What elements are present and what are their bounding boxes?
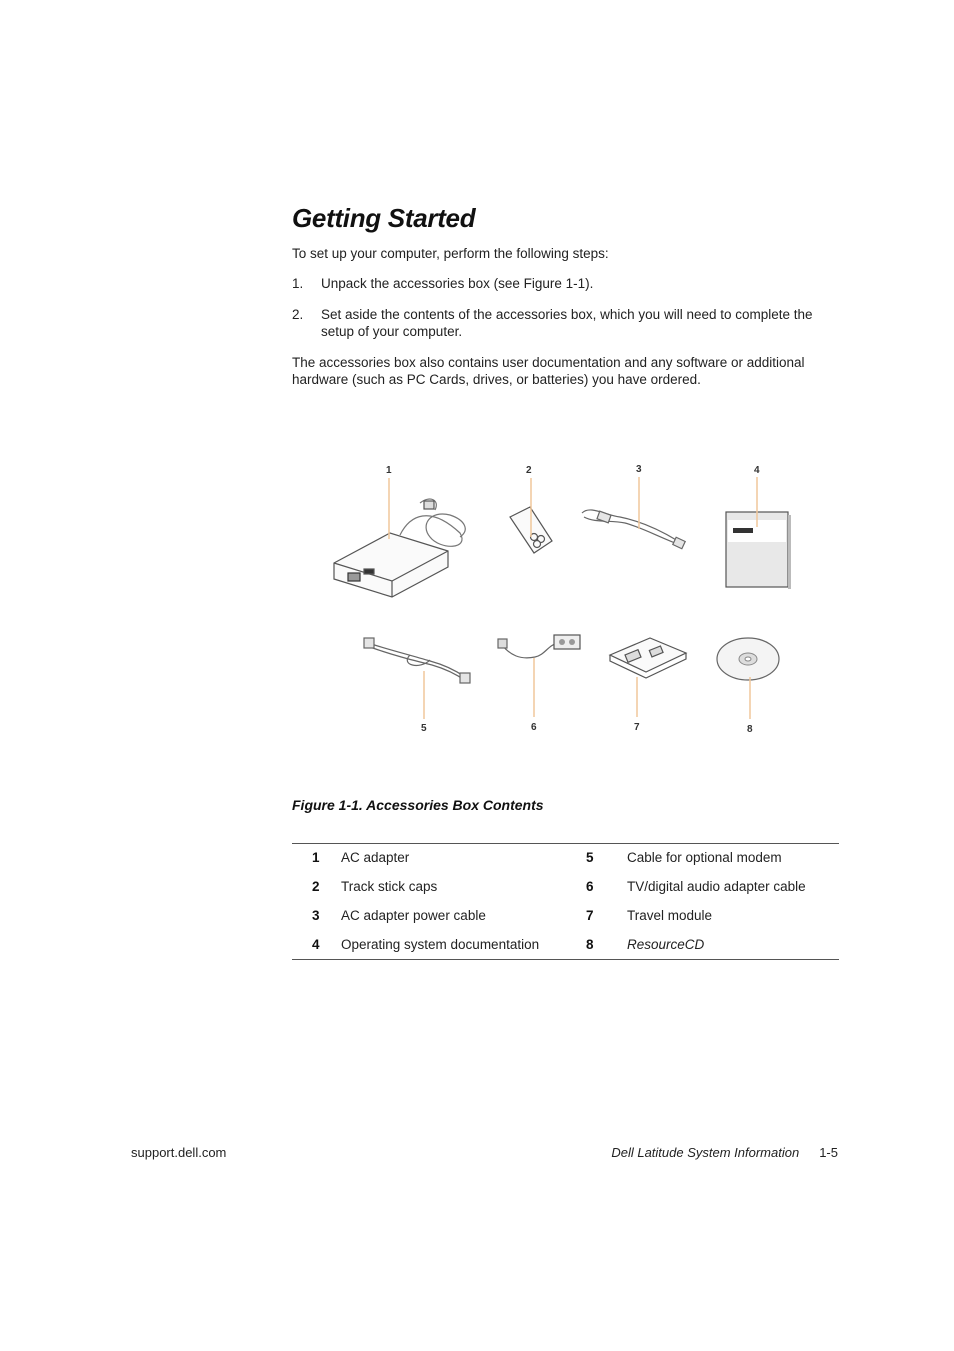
step-text: Set aside the contents of the accessories box, which you will need to complete the setup of your computer. (321, 307, 813, 339)
footer-document-title: Dell Latitude System Information (611, 1145, 800, 1160)
step-text: Unpack the accessories box (see Figure 1-1). (321, 276, 594, 291)
legend-description: Cable for optional modem (627, 850, 782, 865)
legend-number: 5 (586, 850, 594, 865)
legend-description: Track stick caps (341, 879, 438, 894)
figure-caption: Figure 1-1. Accessories Box Contents (292, 797, 544, 813)
callout-leaders (389, 477, 757, 719)
resource-cd-icon (717, 638, 779, 680)
callout-label: 5 (421, 723, 427, 734)
step-number: 1. (292, 276, 304, 291)
legend-number: 4 (312, 937, 320, 952)
legend-number: 8 (586, 937, 594, 952)
travel-module-icon (610, 638, 686, 678)
callout-label: 1 (386, 465, 392, 476)
step-number: 2. (292, 307, 304, 322)
callout-label: 8 (747, 724, 753, 735)
accessories-figure (320, 455, 820, 745)
callout-label: 2 (526, 465, 532, 476)
tv-audio-adapter-icon (498, 635, 580, 658)
legend-table (292, 843, 839, 960)
legend-description: AC adapter power cable (341, 908, 486, 923)
table-row (292, 844, 839, 873)
note-text: The accessories box also contains user documentation and any software or additional hardware (such as PC Cards, drives, or batteries) you have ordered. (292, 355, 805, 387)
legend-number: 1 (312, 850, 320, 865)
legend-number: 6 (586, 879, 594, 894)
table-row (292, 873, 839, 902)
documentation-icon (726, 512, 791, 589)
footer-page-info (611, 1145, 838, 1160)
legend-description: Travel module (627, 908, 713, 923)
legend-description: ResourceCD (627, 937, 705, 952)
power-cable-icon (582, 510, 685, 549)
callout-label: 4 (754, 465, 760, 476)
legend-description: AC adapter (341, 850, 410, 865)
legend-number: 3 (312, 908, 320, 923)
page-number: 1-5 (819, 1145, 838, 1160)
page-title: Getting Started (292, 203, 476, 233)
footer-url: support.dell.com (131, 1145, 227, 1160)
modem-cable-icon (364, 638, 470, 683)
ac-adapter-icon (334, 499, 465, 597)
table-row (292, 902, 839, 931)
table-row (292, 931, 839, 960)
callout-label: 7 (634, 722, 640, 733)
legend-number: 2 (312, 879, 320, 894)
legend-description: Operating system documentation (341, 937, 540, 952)
callout-label: 6 (531, 722, 537, 733)
legend-description: TV/digital audio adapter cable (627, 879, 806, 894)
callout-label: 3 (636, 464, 642, 475)
legend-number: 7 (586, 908, 594, 923)
intro-text: To set up your computer, perform the following steps: (292, 246, 609, 261)
